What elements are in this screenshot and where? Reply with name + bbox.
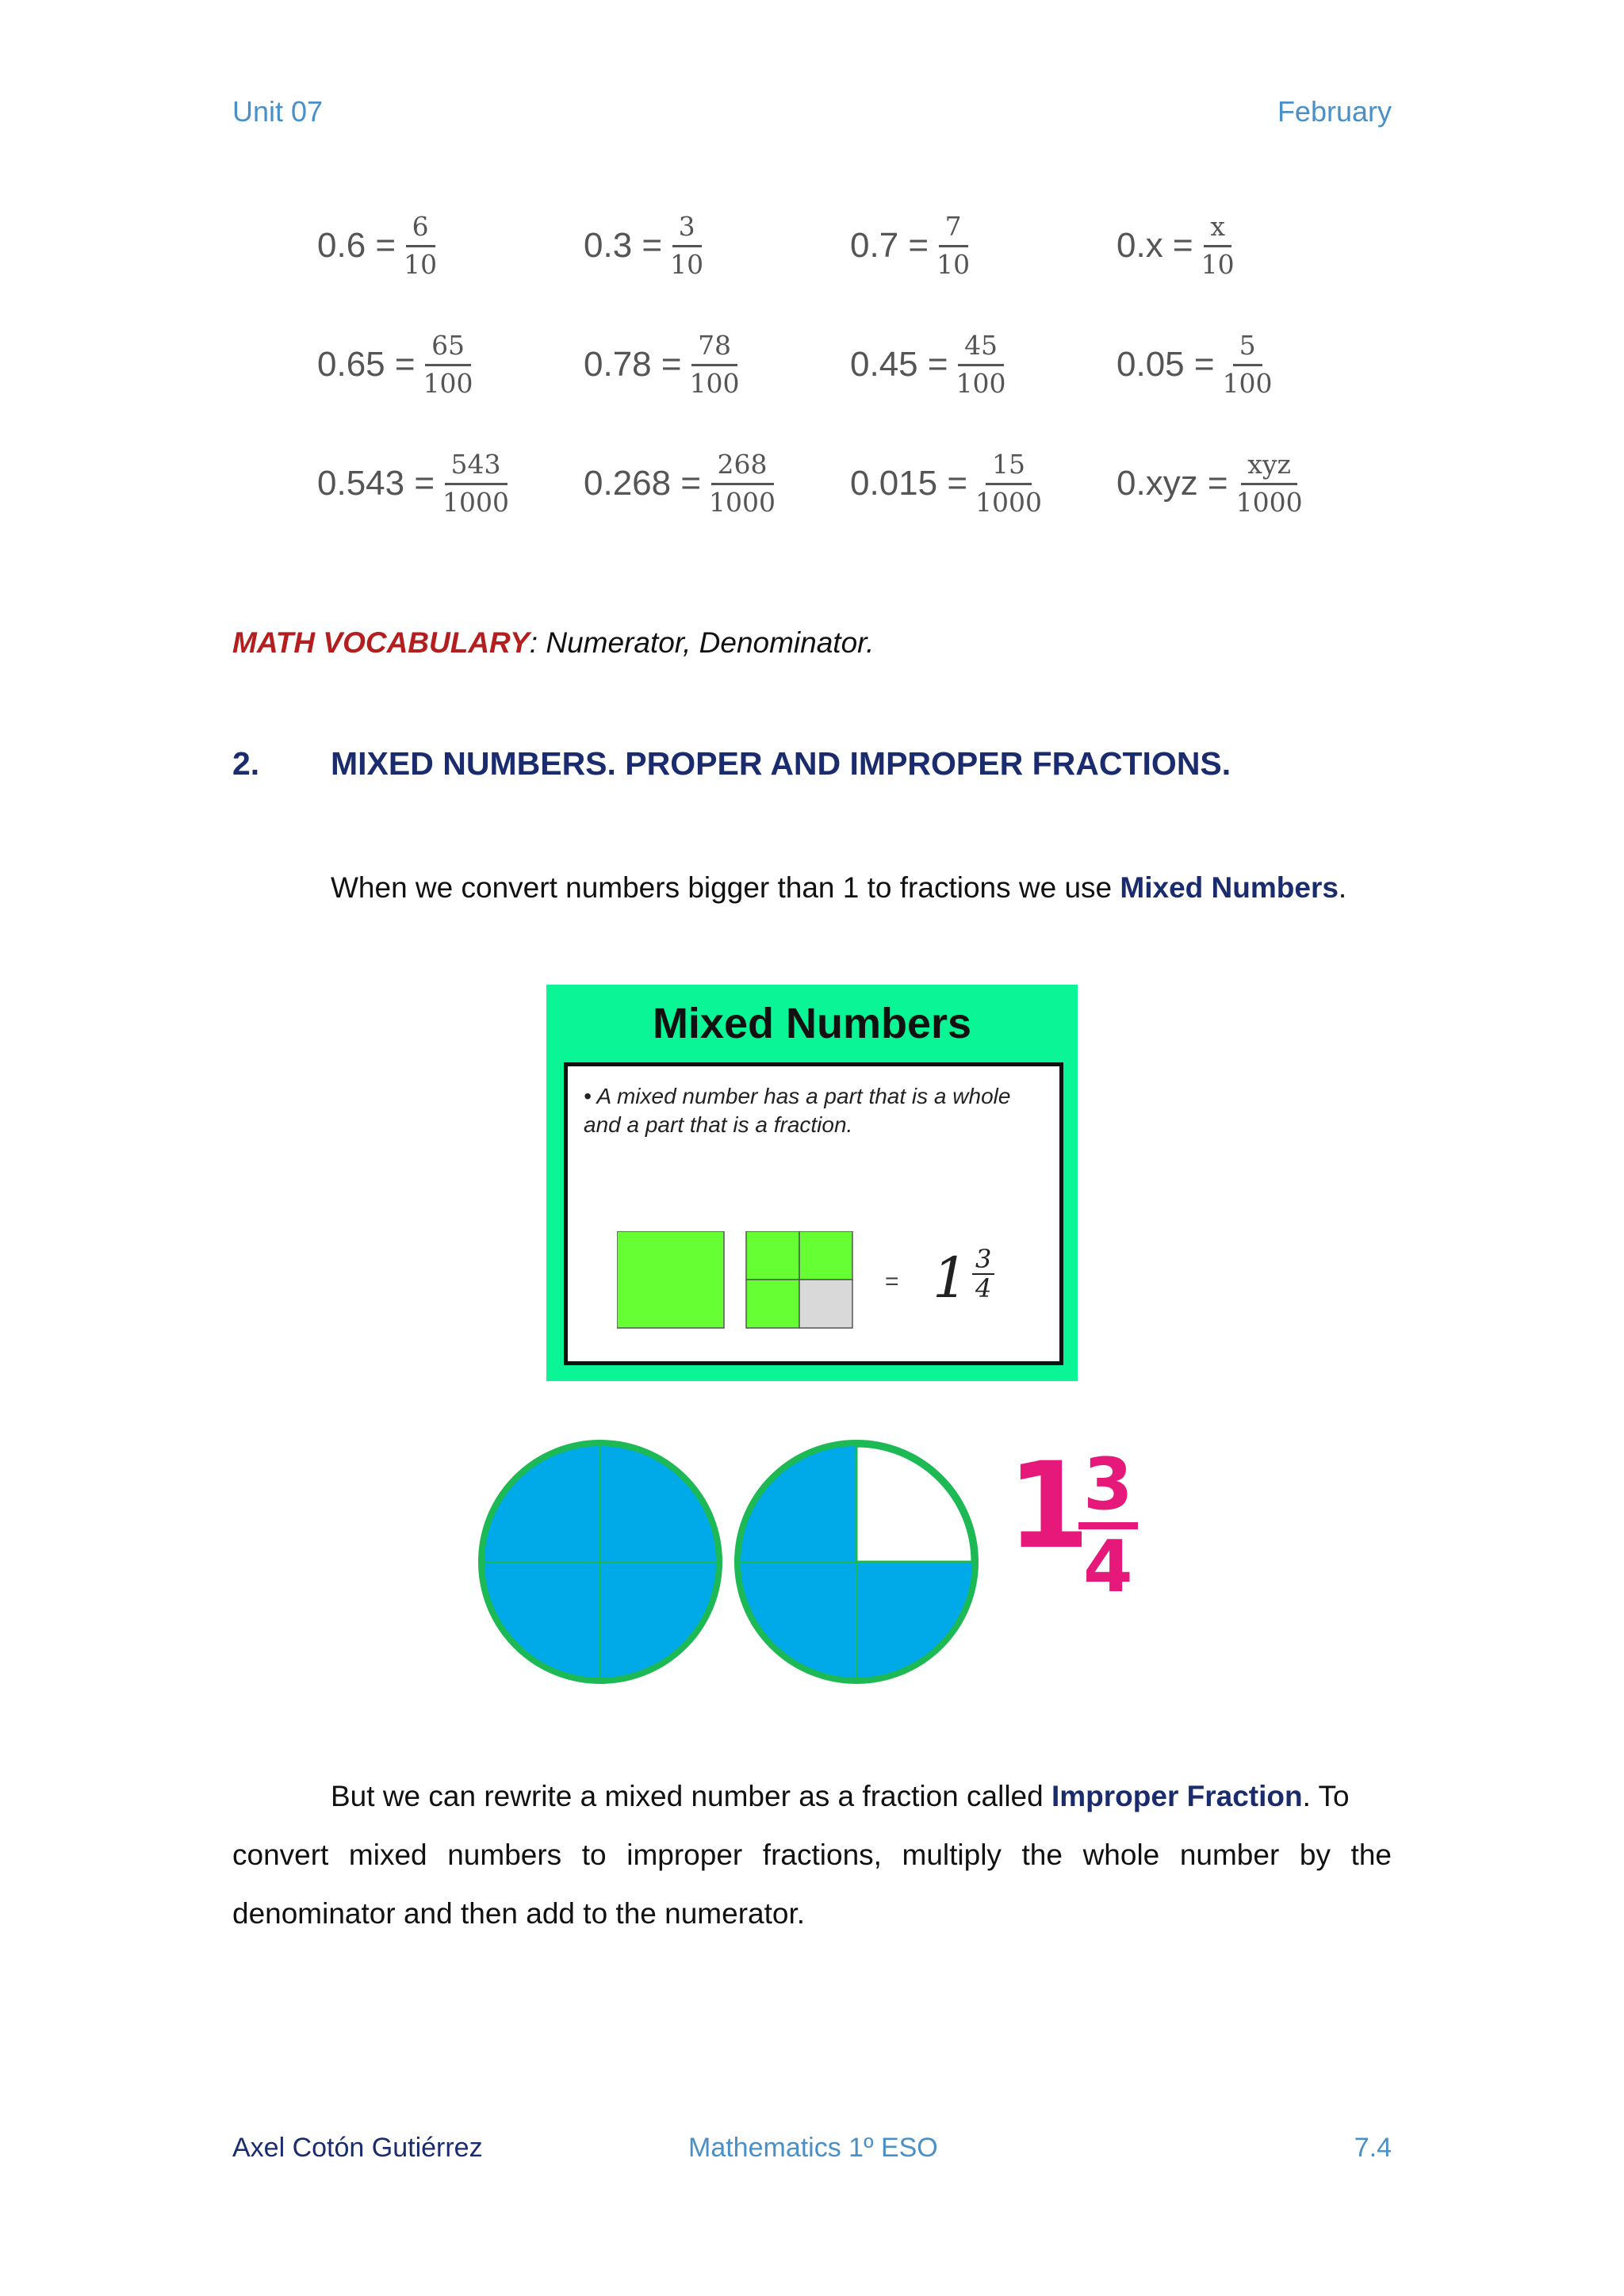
header-unit: Unit 07 [232,95,324,128]
denominator: 10 [404,248,438,280]
whole-circle [481,1443,719,1681]
vocabulary-terms: : Numerator, Denominator. [529,626,875,659]
decimal-value: 0.x = [1116,226,1193,265]
filled-quarter [746,1280,799,1328]
conversion-item [317,440,584,527]
three-quarter-circle [737,1443,975,1681]
filled-quarter [746,1231,799,1280]
conversion-item [584,202,850,289]
fraction [670,212,703,279]
denominator: 1000 [709,486,776,518]
intro-end: . [1338,871,1347,904]
section-number: 2. [232,745,260,782]
empty-quarter [856,1446,972,1562]
pink-fraction [1078,1443,1138,1609]
improper-line-1 [331,1767,1392,1826]
numerator: xyz [1241,450,1297,484]
numerator: 268 [711,450,774,484]
improper-text: But we can rewrite a mixed number as a fraction called [331,1780,1051,1812]
decimal-value: 0.xyz = [1116,464,1228,503]
fraction [1223,331,1273,398]
conversion-item [317,321,584,408]
math-vocabulary [232,626,874,660]
conversion-item [1116,440,1383,527]
denominator: 4 [975,1273,992,1304]
numerator: 6 [406,212,435,247]
numerator: 78 [691,331,737,365]
improper-line-2: convert mixed numbers to improper fractions, multiply the whole number by the [232,1839,1392,1871]
decimal-value: 0.3 = [584,226,663,265]
fraction [404,212,437,279]
conversion-row [317,321,1427,408]
denominator: 1000 [975,486,1043,518]
numerator: x [1204,212,1231,247]
whole-number: 1 [1007,1437,1090,1575]
conversion-item [1116,202,1383,289]
conversion-row [317,440,1427,527]
conversion-item [584,321,850,408]
denominator: 10 [1201,248,1235,280]
equals-sign: = [885,1269,899,1295]
vocabulary-label: MATH VOCABULARY [232,626,530,659]
footer-course: Mathematics 1º ESO [688,2133,938,2163]
decimal-value: 0.65 = [317,345,416,384]
circle-models [476,1435,983,1689]
denominator: 10 [670,248,704,280]
numerator: 3 [1078,1447,1138,1529]
card-fraction [972,1246,994,1303]
header-month: February [1277,95,1392,128]
decimal-value: 0.015 = [850,464,968,503]
conversion-item [850,321,1116,408]
quartered-square [746,1231,852,1328]
fraction [709,450,776,517]
card-bullet: • A mixed number has a part that is a whole and a part that is a fraction. [584,1084,1011,1137]
numerator: 3 [972,1246,994,1275]
section-title: MIXED NUMBERS. PROPER AND IMPROPER FRACTIONS. [331,745,1231,782]
denominator: 4 [1083,1525,1133,1609]
whole-square [617,1231,724,1328]
fraction [956,331,1006,398]
conversion-item [1116,321,1383,408]
improper-line-3: denominator and then add to the numerator. [232,1897,806,1930]
fraction [442,450,509,517]
footer-page: 7.4 [1354,2133,1392,2163]
improper-text-end: . To [1302,1780,1350,1812]
empty-quarter [799,1280,852,1328]
denominator: 100 [1222,367,1273,399]
denominator: 10 [936,248,971,280]
denominator: 100 [423,367,473,399]
decimal-value: 0.268 = [584,464,702,503]
conversion-item [850,202,1116,289]
fraction [1201,212,1235,279]
conversion-item [584,440,850,527]
numerator: 5 [1233,331,1262,365]
decimal-value: 0.45 = [850,345,948,384]
square-models [617,1231,863,1334]
denominator: 1000 [1235,486,1303,518]
decimal-value: 0.05 = [1116,345,1215,384]
numerator: 65 [425,331,471,365]
fraction [423,331,473,398]
whole-number: 1 [933,1246,968,1311]
card-panel [564,1062,1063,1365]
numerator: 3 [672,212,702,247]
card-title: Mixed Numbers [652,1000,972,1047]
numerator: 543 [445,450,508,484]
conversion-row [317,202,1427,289]
decimal-value: 0.78 = [584,345,682,384]
numerator: 7 [939,212,968,247]
numerator: 15 [986,450,1032,484]
decimal-value: 0.7 = [850,226,929,265]
mixed-numbers-card [546,985,1078,1381]
intro-paragraph [331,859,1346,917]
decimal-value: 0.6 = [317,226,396,265]
intro-highlight: Mixed Numbers [1120,871,1339,904]
conversion-item [850,440,1116,527]
footer-author: Axel Cotón Gutiérrez [232,2133,483,2163]
decimal-value: 0.543 = [317,464,435,503]
intro-text: When we convert numbers bigger than 1 to fractions we use [331,871,1120,904]
fraction [690,331,740,398]
denominator: 100 [956,367,1006,399]
filled-quarter [799,1231,852,1280]
improper-highlight: Improper Fraction [1051,1780,1303,1812]
fraction [936,212,970,279]
denominator: 1000 [442,486,510,518]
fraction [1236,450,1303,517]
denominator: 100 [689,367,740,399]
fraction [975,450,1042,517]
numerator: 45 [958,331,1004,365]
conversion-item [317,202,584,289]
